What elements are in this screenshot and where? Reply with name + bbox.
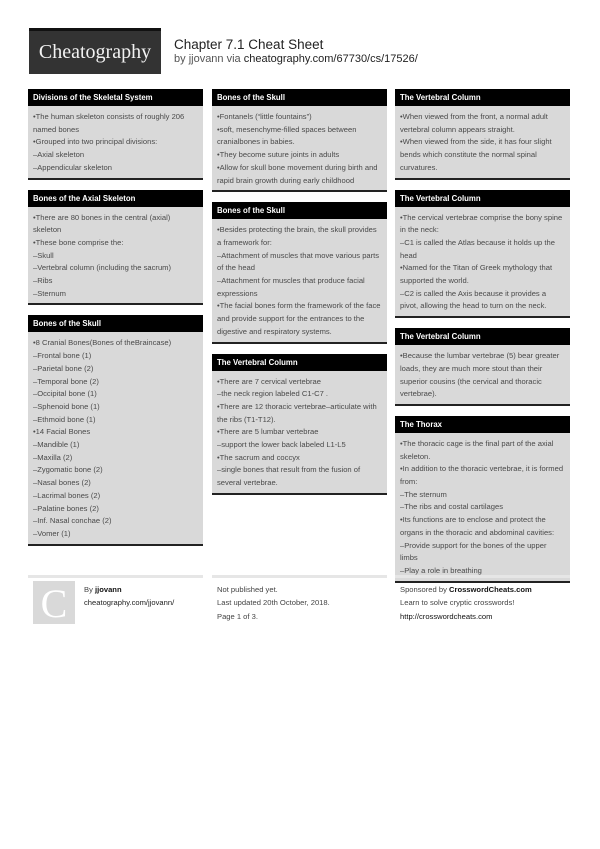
section-line: –C2 is called the Axis because it provides a pivot, allowing the head to turn on the neck.: [400, 288, 547, 311]
section-box: [212, 89, 387, 192]
section-line: •There are 7 cervical vertebrae: [217, 376, 321, 386]
footer-sponsor: [400, 583, 532, 623]
section-line: •In addition to the thoracic vertebrae, it is formed from:: [400, 464, 564, 487]
section-body: [395, 207, 570, 317]
section-body: [28, 207, 203, 304]
section-line: •The facial bones form the framework of the face and provide support for the entrances to the digestive and respiratory systems.: [217, 301, 381, 336]
section-line: •There are 80 bones in the central (axial) skeleton: [33, 212, 171, 235]
section-line: –Provide support for the bones of the upper limbs: [400, 540, 547, 563]
section-line: •The human skeleton consists of roughly 206 named bones: [33, 112, 185, 134]
section-line: •The sacrum and coccyx: [217, 452, 300, 462]
section-line: –Frontal bone (1): [33, 351, 92, 361]
section-box: [28, 190, 203, 306]
section-body: [212, 106, 387, 190]
section-box: [28, 315, 203, 545]
section-line: –Sternum: [33, 288, 66, 298]
section-line: •There are 12 thoracic vertebrae–articulate with the ribs (T1-T12).: [217, 401, 377, 424]
section-body: [395, 433, 570, 581]
section-line: –C1 is called the Atlas because it holds up the head: [400, 237, 555, 260]
section-box: [212, 202, 387, 343]
section-title: The Vertebral Column: [395, 190, 570, 207]
section-line: –Inf. Nasal conchae (2): [33, 516, 112, 526]
section-line: –Attachment of muscles that move various parts of the head: [217, 250, 380, 273]
footer-author-url[interactable]: cheatography.com/jjovann/: [84, 598, 175, 608]
section-line: •Allow for skull bone movement during birth and rapid brain growth during early childhood: [217, 162, 378, 185]
section-line: –Ribs: [33, 276, 53, 286]
section-body: [395, 345, 570, 404]
section-box: [395, 190, 570, 319]
section-line: –Ethmoid bone (1): [33, 414, 96, 424]
section-line: •There are 5 lumbar vertebrae: [217, 427, 319, 437]
footer-divider: [395, 575, 570, 578]
cheatography-logo[interactable]: Cheatography: [29, 28, 161, 74]
section-title: The Vertebral Column: [395, 89, 570, 106]
footer-author: [84, 583, 174, 610]
section-line: •Fontanels (“little fountains”): [217, 112, 312, 121]
section-title: Bones of the Skull: [212, 202, 387, 219]
section-line: –Vertebral column (including the sacrum): [33, 263, 172, 273]
section-line: –Vomer (1): [33, 528, 71, 538]
column-1: [28, 89, 203, 546]
page-title: Chapter 7.1 Cheat Sheet: [174, 37, 324, 52]
section-line: –The sternum: [400, 489, 447, 499]
author-link[interactable]: jjovann: [188, 53, 224, 65]
section-title: The Thorax: [395, 416, 570, 433]
section-line: •Named for the Titan of Greek mythology that supported the world.: [400, 263, 553, 286]
section-line: –Zygomatic bone (2): [33, 465, 103, 475]
sheet-url-link[interactable]: cheatography.com/67730/cs/17526/: [243, 53, 418, 65]
sponsor-url[interactable]: http://crosswordcheats.com: [400, 611, 493, 621]
section-box: [28, 89, 203, 180]
section-line: –Nasal bones (2): [33, 478, 91, 488]
section-line: –Occipital bone (1): [33, 389, 97, 399]
section-line: •When viewed from the side, it has four slight bends which constitute the normal spinal curvatures.: [400, 137, 552, 172]
column-2: [212, 89, 387, 495]
page-number: Page 1 of 3.: [217, 611, 258, 621]
footer-divider: [212, 575, 387, 578]
section-line: –Sphenoid bone (1): [33, 401, 100, 411]
byline: [174, 53, 418, 65]
via-label: via: [226, 53, 241, 65]
footer-author-link[interactable]: jjovann: [95, 585, 122, 594]
section-body: [395, 106, 570, 178]
section-title: Bones of the Skull: [28, 315, 203, 332]
section-line: •The cervical vertebrae comprise the bony spine in the neck:: [400, 212, 563, 235]
section-line: •Grouped into two principal divisions:: [33, 137, 158, 147]
section-body: [212, 219, 387, 341]
section-line: •They become suture joints in adults: [217, 150, 340, 160]
section-line: –Maxilla (2): [33, 452, 73, 462]
footer-status: [217, 583, 330, 623]
section-line: –Mandible (1): [33, 440, 80, 450]
section-line: •Because the lumbar vertebrae (5) bear greater loads, they are much more stout than their superior cousins (the cervical and thoracic vertebrae).: [400, 351, 560, 399]
section-line: •8 Cranial Bones(Bones of theBraincase): [33, 338, 172, 348]
section-title: The Vertebral Column: [395, 328, 570, 345]
section-body: [28, 332, 203, 543]
section-line: •These bone comprise the:: [33, 237, 124, 247]
section-body: [28, 106, 203, 178]
footer-divider: [28, 575, 203, 578]
column-3: [395, 89, 570, 583]
section-line: –Appendicular skeleton: [33, 162, 112, 172]
section-line: –Attachment for muscles that produce facial expressions: [217, 276, 365, 298]
section-line: –The ribs and costal cartilages: [400, 502, 503, 512]
section-box: [395, 89, 570, 180]
section-title: Divisions of the Skeletal System: [28, 89, 203, 106]
section-line: •When viewed from the front, a normal adult vertebral column appears straight.: [400, 112, 548, 134]
publish-status: Not published yet.: [217, 585, 278, 594]
section-title: The Vertebral Column: [212, 354, 387, 371]
section-line: –single bones that result from the fusion of several vertebrae.: [217, 465, 361, 488]
sponsor-tagline: Learn to solve cryptic crosswords!: [400, 598, 515, 608]
section-line: –Lacrimal bones (2): [33, 490, 101, 500]
section-box: [395, 416, 570, 583]
section-line: –Skull: [33, 250, 54, 260]
section-line: –Temporal bone (2): [33, 376, 99, 386]
section-line: •soft, mesenchyme-filled spaces between cranialbones in babies.: [217, 124, 357, 147]
section-line: •The thoracic cage is the final part of the axial skeleton.: [400, 438, 554, 461]
section-box: [212, 354, 387, 495]
author-avatar[interactable]: C: [33, 581, 75, 624]
by-label: by: [174, 53, 186, 65]
section-title: Bones of the Axial Skeleton: [28, 190, 203, 207]
section-line: –support the lower back labeled L1-L5: [217, 440, 346, 450]
section-line: –Palatine bones (2): [33, 503, 99, 513]
by-label: By: [84, 585, 93, 594]
sponsor-link[interactable]: CrosswordCheats.com: [449, 585, 532, 594]
section-line: –Play a role in breathing: [400, 565, 482, 575]
section-body: [212, 371, 387, 493]
sponsored-by-label: Sponsored by: [400, 585, 447, 594]
section-line: –Parietal bone (2): [33, 363, 94, 373]
section-line: •Its functions are to enclose and protect the organs in the thoracic and abdominal cavities:: [400, 515, 555, 537]
section-box: [395, 328, 570, 406]
last-updated: Last updated 20th October, 2018.: [217, 598, 330, 608]
section-line: –Axial skeleton: [33, 150, 85, 160]
section-line: –the neck region labeled C1-C7 .: [217, 389, 329, 399]
section-title: Bones of the Skull: [212, 89, 387, 106]
section-line: •14 Facial Bones: [33, 427, 91, 437]
section-line: •Besides protecting the brain, the skull provides a framework for:: [217, 225, 377, 247]
